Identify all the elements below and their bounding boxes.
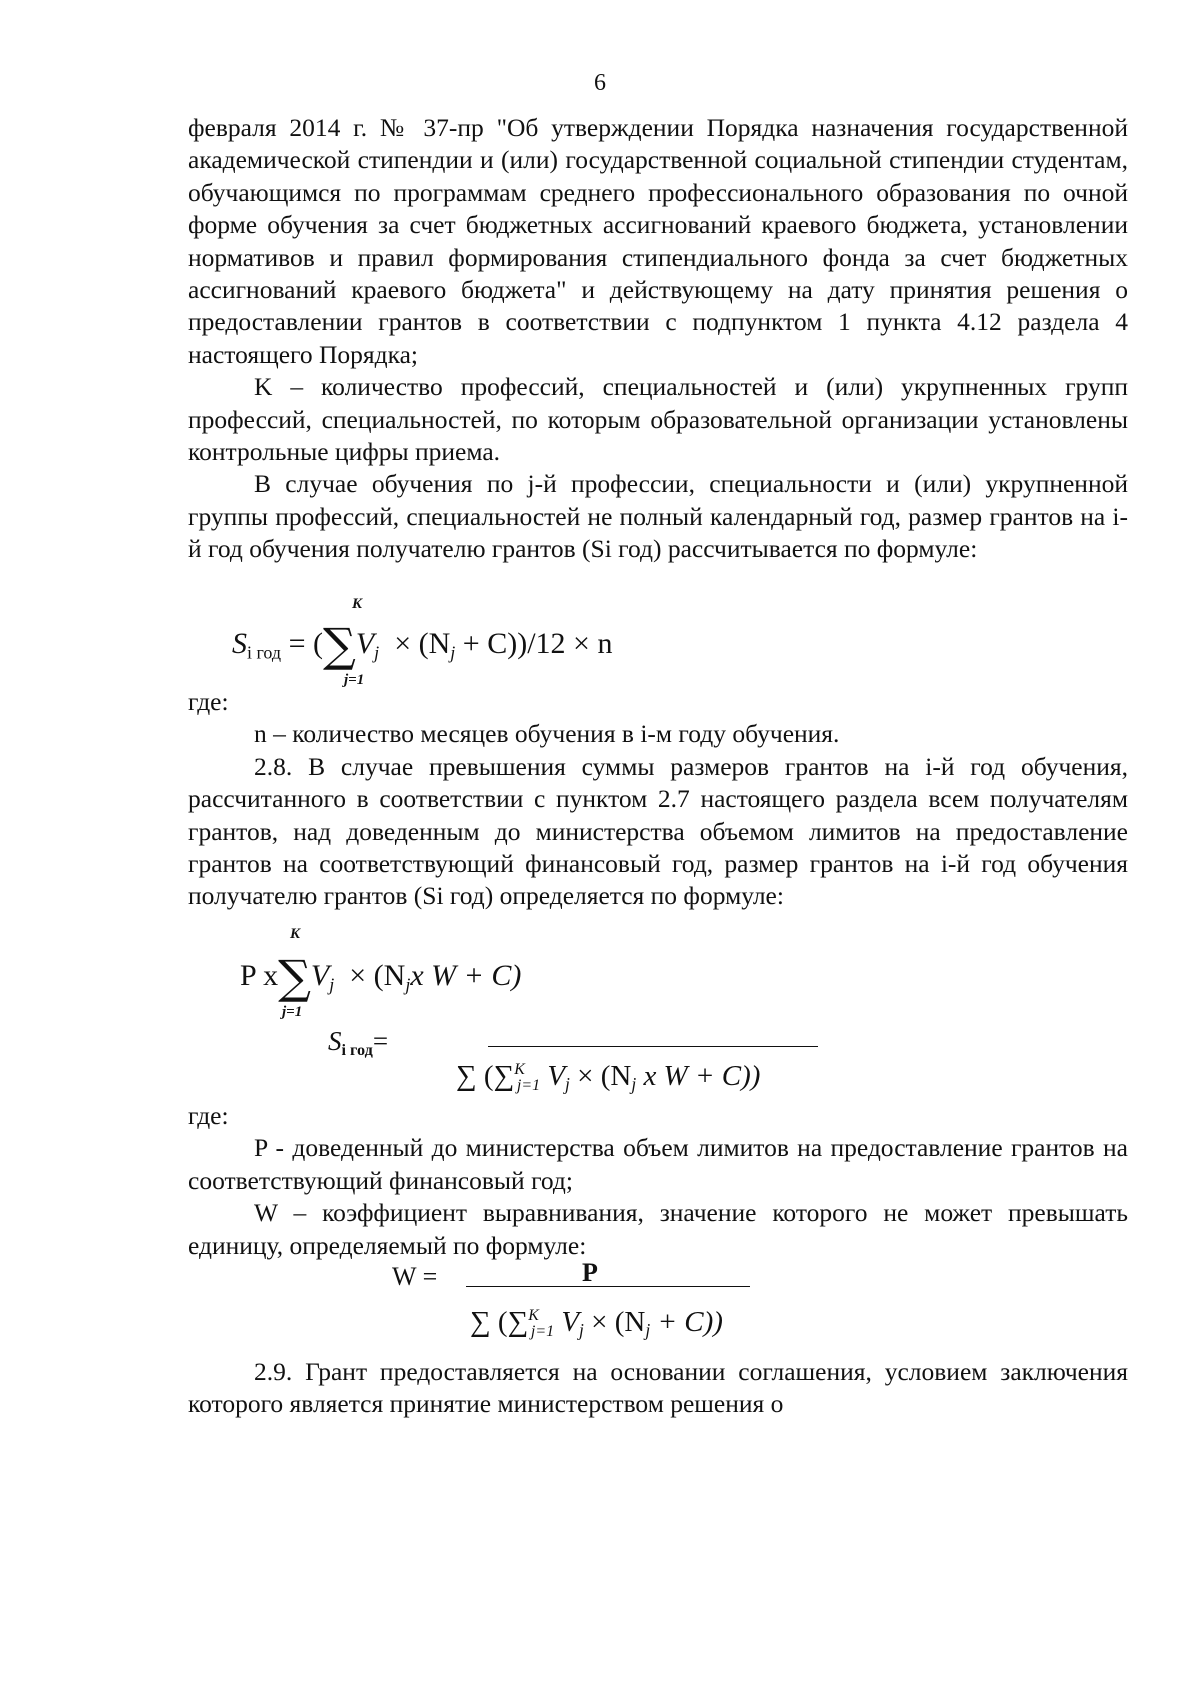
paragraph-formula-intro: В случае обучения по j-й профессии, специальности и (или) укрупненной группы профессий, специальностей не полный календарный год, размер грантов на i-й год обучения получателю грантов (Si год) рассчитывается по формуле: [188,469,1128,564]
formula-1-rest: × (N [394,627,451,660]
formula-2-denominator-body: V [540,1060,566,1092]
formula-1-sum-icon: ∑ [323,618,356,672]
page-number: 6 [594,70,606,96]
formula-1-eq: = ( [288,627,323,660]
formula-3-denominator-rest: × (N [583,1306,646,1338]
formula-3-denominator [470,1306,723,1341]
formula-2-denominator-sub: j=1 [516,1076,541,1094]
formula-2-lhs [328,1026,388,1060]
formula-3-denominator-rest-sub: j [645,1320,651,1341]
formula-1-expression [232,618,612,672]
gde-label-2: где: [188,1101,229,1130]
formula-2-lhs-eq: = [372,1026,389,1056]
formula-1-lhs: S [232,627,247,660]
formula-2-numerator [240,950,521,1004]
formula-3-numerator: P [582,1258,598,1287]
formula-1-rest-sub: j [450,642,456,663]
formula-1-lhs-sub: i год [247,642,282,663]
formula-2-rest: × (N [349,959,406,992]
formula-1-tail: + C))/12 × n [462,627,613,660]
formula-1-upper-limit: K [352,596,363,612]
formula-2-body-sub: j [329,974,335,995]
formula-2-denominator-sup: K [514,1060,525,1078]
formula-3-denominator-sup: K [528,1306,539,1324]
formula-2-lhs-main: S [328,1026,342,1056]
formula-2-body: V [310,959,330,992]
formula-2-prefix: P x [240,959,279,992]
formula-1-body-sub: j [374,642,380,663]
gde-label-1: где: [188,687,229,716]
formula-3-lhs: W = [392,1262,438,1291]
text-block-2 [188,686,1128,913]
formula-1-lower-limit: j=1 [344,672,365,688]
paragraph-2-8: 2.8. В случае превышения суммы размеров грантов на i-й год обучения, рассчитанного в соответствии с пунктом 2.7 настоящего раздела всем получателям грантов, над доведенным до министерства объемом лимитов на предоставление грантов на соответствующий финансовый год, размер грантов на i-й год обучения получателю грантов (Si год) определяется по формуле: [188,751,1128,911]
formula-3-denominator-body: V [554,1306,580,1338]
formula-2-denominator [456,1060,760,1095]
paragraph-2-9: 2.9. Грант предоставляется на основании соглашения, условием заключения которого является принятие министерством решения о [188,1357,1128,1419]
formula-1-body: V [355,627,375,660]
paragraph-w-definition: W – коэффициент выравнивания, значение которого не может превышать единицу, определяемый по формуле: [188,1198,1128,1260]
paragraph-n-definition: n – количество месяцев обучения в i-м году обучения. [254,719,840,749]
paragraph-p-definition: P - доведенный до министерства объем лимитов на предоставление грантов на соответствующий финансовый год; [188,1133,1128,1195]
formula-2-sum-icon: ∑ [278,950,311,1004]
formula-2-denominator-rest: × (N [569,1060,632,1092]
formula-3-denominator-sub: j=1 [530,1322,555,1340]
text-block-3 [188,1100,1128,1262]
formula-3-denominator-tail: + C)) [650,1306,723,1338]
formula-2-tail: x W + C) [410,959,522,992]
paragraph-continuation: февраля 2014 г. № 37-пр "Об утверждении Порядка назначения государственной академической стипендии и (или) государственной социальной стипендии студентам, обучающимся по программам среднего профессионального образования по очной форме обучения за счет бюджетных ассигнований краевого бюджета, установлении нормативов и правил формирования стипендиального фонда за счет бюджетных ассигнований краевого бюджета" и действующему на дату принятия решения о предоставлении грантов в соответствии с подпунктом 1 пункта 4.12 раздела 4 настоящего Порядка; [188,113,1128,369]
text-block-4 [188,1356,1128,1421]
formula-3-fraction-line [466,1286,750,1287]
formula-2-rest-sub: j [405,974,411,995]
formula-3-denominator-body-sub: j [579,1320,584,1341]
paragraph-k-definition: K – количество профессий, специальностей и (или) укрупненных групп профессий, специальностей, по которым образовательной организации установлены контрольные цифры приема. [188,372,1128,467]
formula-2-lower-limit: j=1 [282,1004,303,1020]
formula-2-upper-limit: K [290,926,301,942]
text-block-1 [188,112,1128,566]
formula-2-denominator-rest-sub: j [631,1074,637,1095]
formula-2-denominator-sum: ∑ (∑ [456,1060,515,1092]
formula-2-lhs-sub: i год [341,1040,373,1059]
formula-3-denominator-sum: ∑ (∑ [470,1306,529,1338]
formula-2-denominator-body-sub: j [565,1074,570,1095]
formula-2-fraction-line [488,1046,818,1047]
formula-2-denominator-tail: x W + C)) [636,1060,761,1092]
